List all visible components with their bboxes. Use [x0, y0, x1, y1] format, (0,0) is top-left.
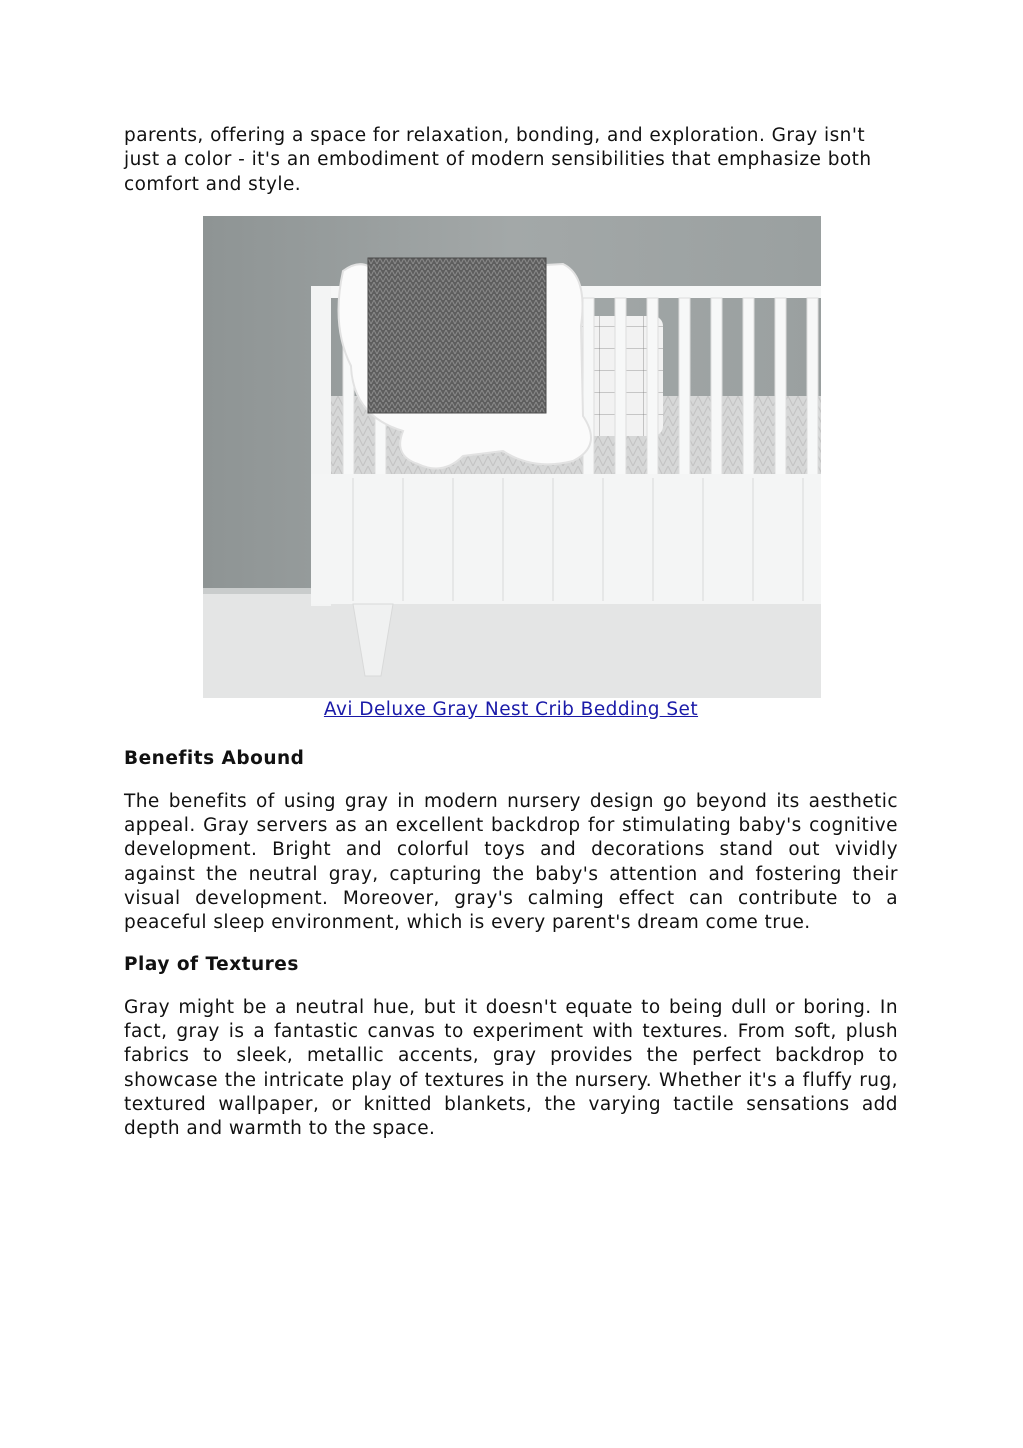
section-heading-textures: Play of Textures	[124, 953, 299, 975]
crib-photo	[203, 216, 821, 698]
document-page	[124, 124, 898, 1141]
intro-paragraph: parents, offering a space for relaxation, bonding, and exploration. Gray isn't just a color - it's an embodiment of modern sensibilities that emphasize both comfort and style.	[124, 125, 872, 195]
caption-link[interactable]: Avi Deluxe Gray Nest Crib Bedding Set	[323, 698, 699, 720]
product-figure	[124, 216, 898, 722]
section-body-benefits: The benefits of using gray in modern nursery design go beyond its aesthetic appeal. Gray servers as an excellent backdrop for stimulating baby's cognitive development. Bright and colorful toys and decorations stand out vividly against the neutral gray, capturing the baby's attention and fostering their visual development. Moreover, gray's calming effect can contribute to a peaceful sleep environment, which is every parent's dream come true.	[124, 790, 898, 934]
section-body-textures: Gray might be a neutral hue, but it doesn't equate to being dull or boring. In fact, gray is a fantastic canvas to experiment with textures. From soft, plush fabrics to sleek, metallic accents, gray provides the perfect backdrop to showcase the intricate play of textures in the nursery. Whether it's a fluffy rug, textured wallpaper, or knitted blankets, the varying tactile sensations add depth and warmth to the space.	[124, 996, 898, 1140]
section-heading-benefits: Benefits Abound	[124, 747, 305, 769]
